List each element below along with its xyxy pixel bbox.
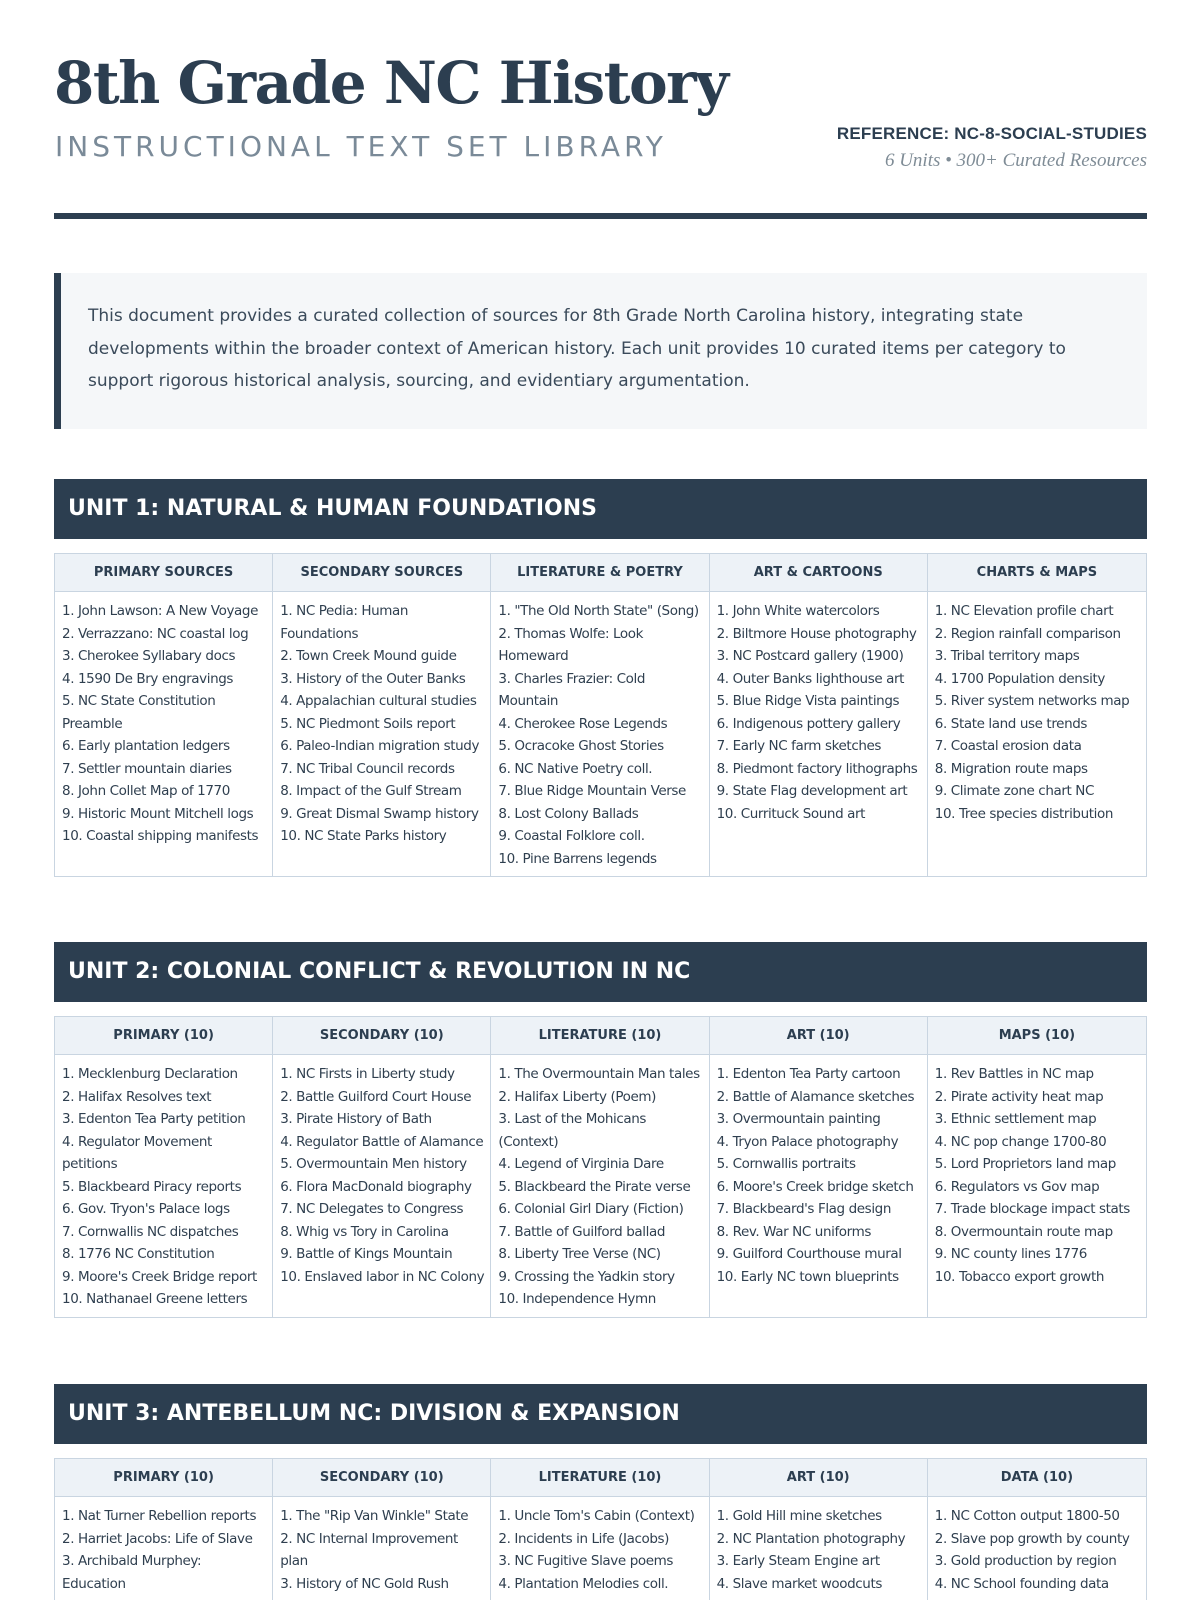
resource-summary: 6 Units • 300+ Curated Resources [884,150,1147,171]
list-item: 9. Guilford Courthouse mural [716,1246,902,1262]
list-item: 4. NC School founding data [934,1575,1109,1592]
list-item: 6. Paleo-Indian migration study [280,738,480,754]
category-column [273,1017,491,1317]
column-header: PRIMARY (10) [55,1017,272,1055]
column-header: SECONDARY (10) [273,1459,490,1497]
list-item: 1. NC Pedia: Human Foundations [280,603,409,642]
list-item: 6. Regulators vs Gov map [934,1178,1100,1195]
category-column [491,1017,709,1317]
category-column [710,1459,928,1600]
resource-list [273,1497,490,1600]
list-item: 2. Pirate activity heat map [934,1088,1104,1105]
list-item: 5. Overmountain Men history [280,1156,467,1172]
list-item: 1. Nat Turner Rebellion reports [62,1508,257,1524]
list-item: 2. NC Plantation photography [716,1530,906,1547]
list-item: 3. Tribal territory maps [934,648,1080,664]
list-item: 2. Harriet Jacobs: Life of Slave [62,1530,253,1547]
column-header: CHARTS & MAPS [928,554,1146,592]
unit-1-section [54,479,1147,877]
category-column [928,1459,1146,1600]
list-item: 1. NC Firsts in Liberty study [280,1066,455,1082]
column-header: LITERATURE (10) [491,1459,708,1497]
column-header: PRIMARY (10) [55,1459,272,1497]
list-item: 1. Gold Hill mine sketches [716,1508,882,1524]
list-item: 10. Nathanael Greene letters [62,1291,248,1307]
category-column [710,1017,928,1317]
resource-list [710,592,927,831]
list-item: 2. Slave pop growth by county [934,1530,1130,1547]
header-divider [54,213,1147,219]
list-item: 7. NC Tribal Council records [280,760,455,777]
list-item: 7. Blackbeard's Flag design [716,1201,891,1217]
list-item: 5. Lord Proprietors land map [934,1156,1116,1172]
list-item: 10. NC State Parks history [280,828,447,844]
list-item: 5. Blue Ridge Vista paintings [716,693,900,709]
column-header: LITERATURE & POETRY [491,554,708,592]
list-item: 5. Blackbeard Piracy reports [62,1178,242,1195]
list-item: 2. Thomas Wolfe: Look Homeward [498,625,644,664]
list-item: 3. Cherokee Syllabary docs [62,648,236,664]
list-item: 1. John Lawson: A New Voyage [62,603,258,619]
list-item: 3. Overmountain painting [716,1111,881,1127]
unit-heading: UNIT 2: COLONIAL CONFLICT & REVOLUTION IN NC [54,942,1147,1002]
list-item: 9. Climate zone chart NC [934,783,1095,799]
list-item: 8. Overmountain route map [934,1223,1113,1240]
list-item: 1. "The Old North State" (Song) [498,603,699,619]
resource-list [928,592,1146,831]
list-item: 2. Halifax Liberty (Poem) [498,1088,656,1105]
list-item: 4. 1590 De Bry engravings [62,670,234,687]
list-item: 3. Pirate History of Bath [280,1111,432,1127]
list-item: 7. Coastal erosion data [934,738,1082,754]
list-item: 3. Gold production by region [934,1553,1117,1569]
list-item: 1. Mecklenburg Declaration [62,1066,238,1082]
unit-3-section [54,1384,1147,1600]
column-header: MAPS (10) [928,1017,1146,1055]
list-item: 8. Migration route maps [934,760,1088,777]
unit-heading: UNIT 3: ANTEBELLUM NC: DIVISION & EXPANSION [54,1384,1147,1444]
resource-list [928,1497,1146,1600]
list-item: 6. Moore's Creek bridge sketch [716,1178,914,1195]
unit-2-section [54,942,1147,1318]
list-item: 7. Settler mountain diaries [62,760,232,777]
list-item: 10. Pine Barrens legends [498,850,657,867]
column-header: ART (10) [710,1459,927,1497]
list-item: 5. Blackbeard the Pirate verse [498,1178,691,1195]
list-item: 4. Plantation Melodies coll. [498,1575,669,1592]
resource-grid [54,553,1147,877]
resource-grid [54,1016,1147,1318]
reference-code: REFERENCE: NC-8-SOCIAL-STUDIES [836,124,1147,143]
list-item: 4. Appalachian cultural studies [280,693,477,709]
category-column [710,554,928,876]
list-item: 1. Rev Battles in NC map [934,1066,1094,1082]
category-column [491,1459,709,1600]
list-item: 3. Last of the Mohicans (Context) [498,1111,647,1150]
list-item: 5. NC Piedmont Soils report [280,715,456,732]
list-item: 4. Cherokee Rose Legends [498,715,668,732]
list-item: 8. John Collet Map of 1770 [62,783,230,799]
list-item: 8. Lost Colony Ballads [498,805,639,822]
list-item: 2. Verrazzano: NC coastal log [62,625,249,642]
resource-list [928,1055,1146,1294]
list-item: 9. NC county lines 1776 [934,1246,1087,1262]
list-item: 1. NC Cotton output 1800-50 [934,1508,1120,1524]
column-header: ART (10) [710,1017,927,1055]
list-item: 3. NC Fugitive Slave poems [498,1553,674,1569]
column-header: ART & CARTOONS [710,554,927,592]
list-item: 8. Impact of the Gulf Stream [280,783,462,799]
list-item: 1. Uncle Tom's Cabin (Context) [498,1508,695,1524]
resource-list [273,1055,490,1294]
list-item: 9. Crossing the Yadkin story [498,1268,675,1285]
column-header: PRIMARY SOURCES [55,554,272,592]
list-item: 6. Indigenous pottery gallery [716,715,901,732]
list-item: 9. Great Dismal Swamp history [280,805,479,822]
category-column [928,554,1146,876]
list-item: 9. State Flag development art [716,783,908,799]
list-item: 1. Edenton Tea Party cartoon [716,1066,901,1082]
list-item: 7. Blue Ridge Mountain Verse [498,783,686,799]
list-item: 4. Regulator Battle of Alamance [280,1133,484,1150]
list-item: 6. Early plantation ledgers [62,738,230,754]
list-item: 4. Tryon Palace photography [716,1133,899,1150]
list-item: 10. Early NC town blueprints [716,1268,899,1285]
resource-list [55,1055,272,1317]
list-item: 3. NC Postcard gallery (1900) [716,648,904,664]
page-title: 8th Grade NC History [54,49,728,117]
list-item: 3. Early Steam Engine art [716,1553,880,1569]
list-item: 1. NC Elevation profile chart [934,603,1114,619]
list-item: 6. Gov. Tryon's Palace logs [62,1201,230,1217]
resource-list [491,1497,708,1600]
category-column [55,554,273,876]
list-item: 7. Trade blockage impact stats [934,1201,1130,1217]
list-item: 4. Slave market woodcuts [716,1575,882,1592]
list-item: 2. NC Internal Improvement plan [280,1530,458,1569]
list-item: 3. Charles Frazier: Cold Mountain [498,670,646,709]
list-item: 4. Legend of Virginia Dare [498,1156,664,1172]
list-item: 4. NC pop change 1700-80 [934,1133,1107,1150]
list-item: 5. NC State Constitution Preamble [62,693,216,732]
unit-heading: UNIT 1: NATURAL & HUMAN FOUNDATIONS [54,479,1147,539]
category-column [491,554,709,876]
resource-list [55,592,272,854]
list-item: 6. State land use trends [934,715,1088,732]
list-item: 9. Coastal Folklore coll. [498,828,645,844]
category-column [55,1017,273,1317]
list-item: 9. Battle of Kings Mountain [280,1246,453,1262]
category-column [273,554,491,876]
list-item: 5. River system networks map [934,693,1130,709]
list-item: 2. Halifax Resolves text [62,1088,212,1105]
list-item: 2. Battle Guilford Court House [280,1088,472,1105]
list-item: 8. 1776 NC Constitution [62,1246,215,1262]
list-item: 3. Archibald Murphey: Education [62,1553,202,1592]
intro-text: This document provides a curated collection of sources for 8th Grade North Carolina history, integrating state developments within the broader context of American history. Each unit provides 10 curated items per category to support rigorous historical analysis, sourcing, and evidentiary argumentation. [88,306,1066,391]
list-item: 10. Enslaved labor in NC Colony [280,1268,485,1285]
page-subtitle: INSTRUCTIONAL TEXT SET LIBRARY [55,130,667,163]
list-item: 8. Liberty Tree Verse (NC) [498,1246,661,1262]
list-item: 2. Incidents in Life (Jacobs) [498,1530,670,1547]
category-column [273,1459,491,1600]
list-item: 3. History of the Outer Banks [280,670,466,687]
list-item: 3. History of NC Gold Rush [280,1575,449,1592]
list-item: 8. Piedmont factory lithographs [716,760,918,777]
list-item: 2. Region rainfall comparison [934,625,1121,642]
list-item: 5. Ocracoke Ghost Stories [498,738,664,754]
list-item: 10. Independence Hymn [498,1291,656,1307]
resource-list [710,1497,927,1600]
list-item: 4. 1700 Population density [934,670,1105,687]
list-item: 1. The Overmountain Man tales [498,1066,700,1082]
resource-list [273,592,490,854]
list-item: 7. Cornwallis NC dispatches [62,1223,239,1240]
list-item: 10. Tobacco export growth [934,1268,1105,1285]
list-item: 10. Coastal shipping manifests [62,828,259,844]
resource-list [55,1497,272,1600]
list-item: 1. The "Rip Van Winkle" State [280,1508,469,1524]
resource-grid [54,1458,1147,1600]
list-item: 6. Flora MacDonald biography [280,1178,472,1195]
list-item: 8. Whig vs Tory in Carolina [280,1223,449,1240]
list-item: 3. Ethnic settlement map [934,1111,1097,1127]
reference-block [837,124,1147,172]
list-item: 10. Currituck Sound art [716,805,866,822]
category-column [928,1017,1146,1317]
list-item: 2. Biltmore House photography [716,625,917,642]
list-item: 6. NC Native Poetry coll. [498,760,653,777]
list-item: 8. Rev. War NC uniforms [716,1223,871,1240]
intro-callout [54,273,1147,429]
list-item: 7. Battle of Guilford ballad [498,1223,666,1240]
list-item: 2. Battle of Alamance sketches [716,1088,915,1105]
list-item: 4. Regulator Movement petitions [62,1133,212,1172]
list-item: 5. Cornwallis portraits [716,1156,856,1172]
list-item: 4. Outer Banks lighthouse art [716,670,905,687]
column-header: SECONDARY SOURCES [273,554,490,592]
list-item: 9. Historic Mount Mitchell logs [62,805,254,822]
column-header: LITERATURE (10) [491,1017,708,1055]
list-item: 9. Moore's Creek Bridge report [62,1268,257,1285]
list-item: 2. Town Creek Mound guide [280,648,457,664]
list-item: 7. NC Delegates to Congress [280,1201,464,1217]
column-header: DATA (10) [928,1459,1146,1497]
resource-list [491,1055,708,1317]
column-header: SECONDARY (10) [273,1017,490,1055]
list-item: 3. Edenton Tea Party petition [62,1111,246,1127]
resource-list [491,592,708,876]
list-item: 7. Early NC farm sketches [716,738,882,754]
list-item: 6. Colonial Girl Diary (Fiction) [498,1201,684,1217]
list-item: 10. Tree species distribution [934,805,1114,822]
category-column [55,1459,273,1600]
resource-list [710,1055,927,1294]
list-item: 1. John White watercolors [716,603,880,619]
